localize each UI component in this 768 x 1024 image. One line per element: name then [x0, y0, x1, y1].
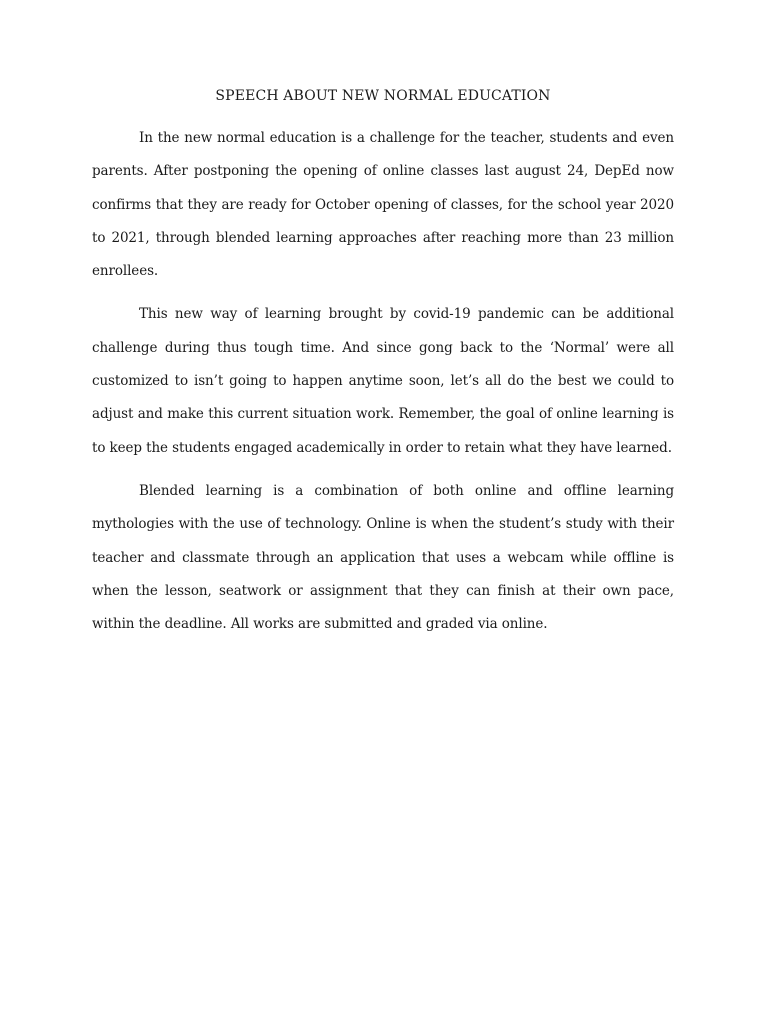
paragraph-3: Blended learning is a combination of both online and offline learning mythologies with the use of technology. Online is when the student’s study with their teacher and classmate through an application that uses a webcam while offline is when the lesson, seatwork or assignment that they can finish at their own pace, within the deadline. All works are submitted and graded via online.: [92, 482, 674, 633]
document-body: [92, 122, 674, 651]
paragraph-1: In the new normal education is a challenge for the teacher, students and even parents. After postponing the opening of online classes last august 24, DepEd now confirms that they are ready for October opening of classes, for the school year 2020 to 2021, through blended learning approaches after reaching more than 23 million enrollees.: [92, 130, 674, 280]
paragraph-2: This new way of learning brought by covid-19 pandemic can be additional challenge during thus tough time. And since gong back to the ‘Normal’ were all customized to isn’t going to happen anytime soon, let’s all do the best we could to adjust and make this current situation work. Remember, the goal of online learning is to keep the students engaged academically in order to retain what they have learned.: [92, 306, 674, 456]
document-title: SPEECH ABOUT NEW NORMAL EDUCATION: [215, 88, 551, 104]
